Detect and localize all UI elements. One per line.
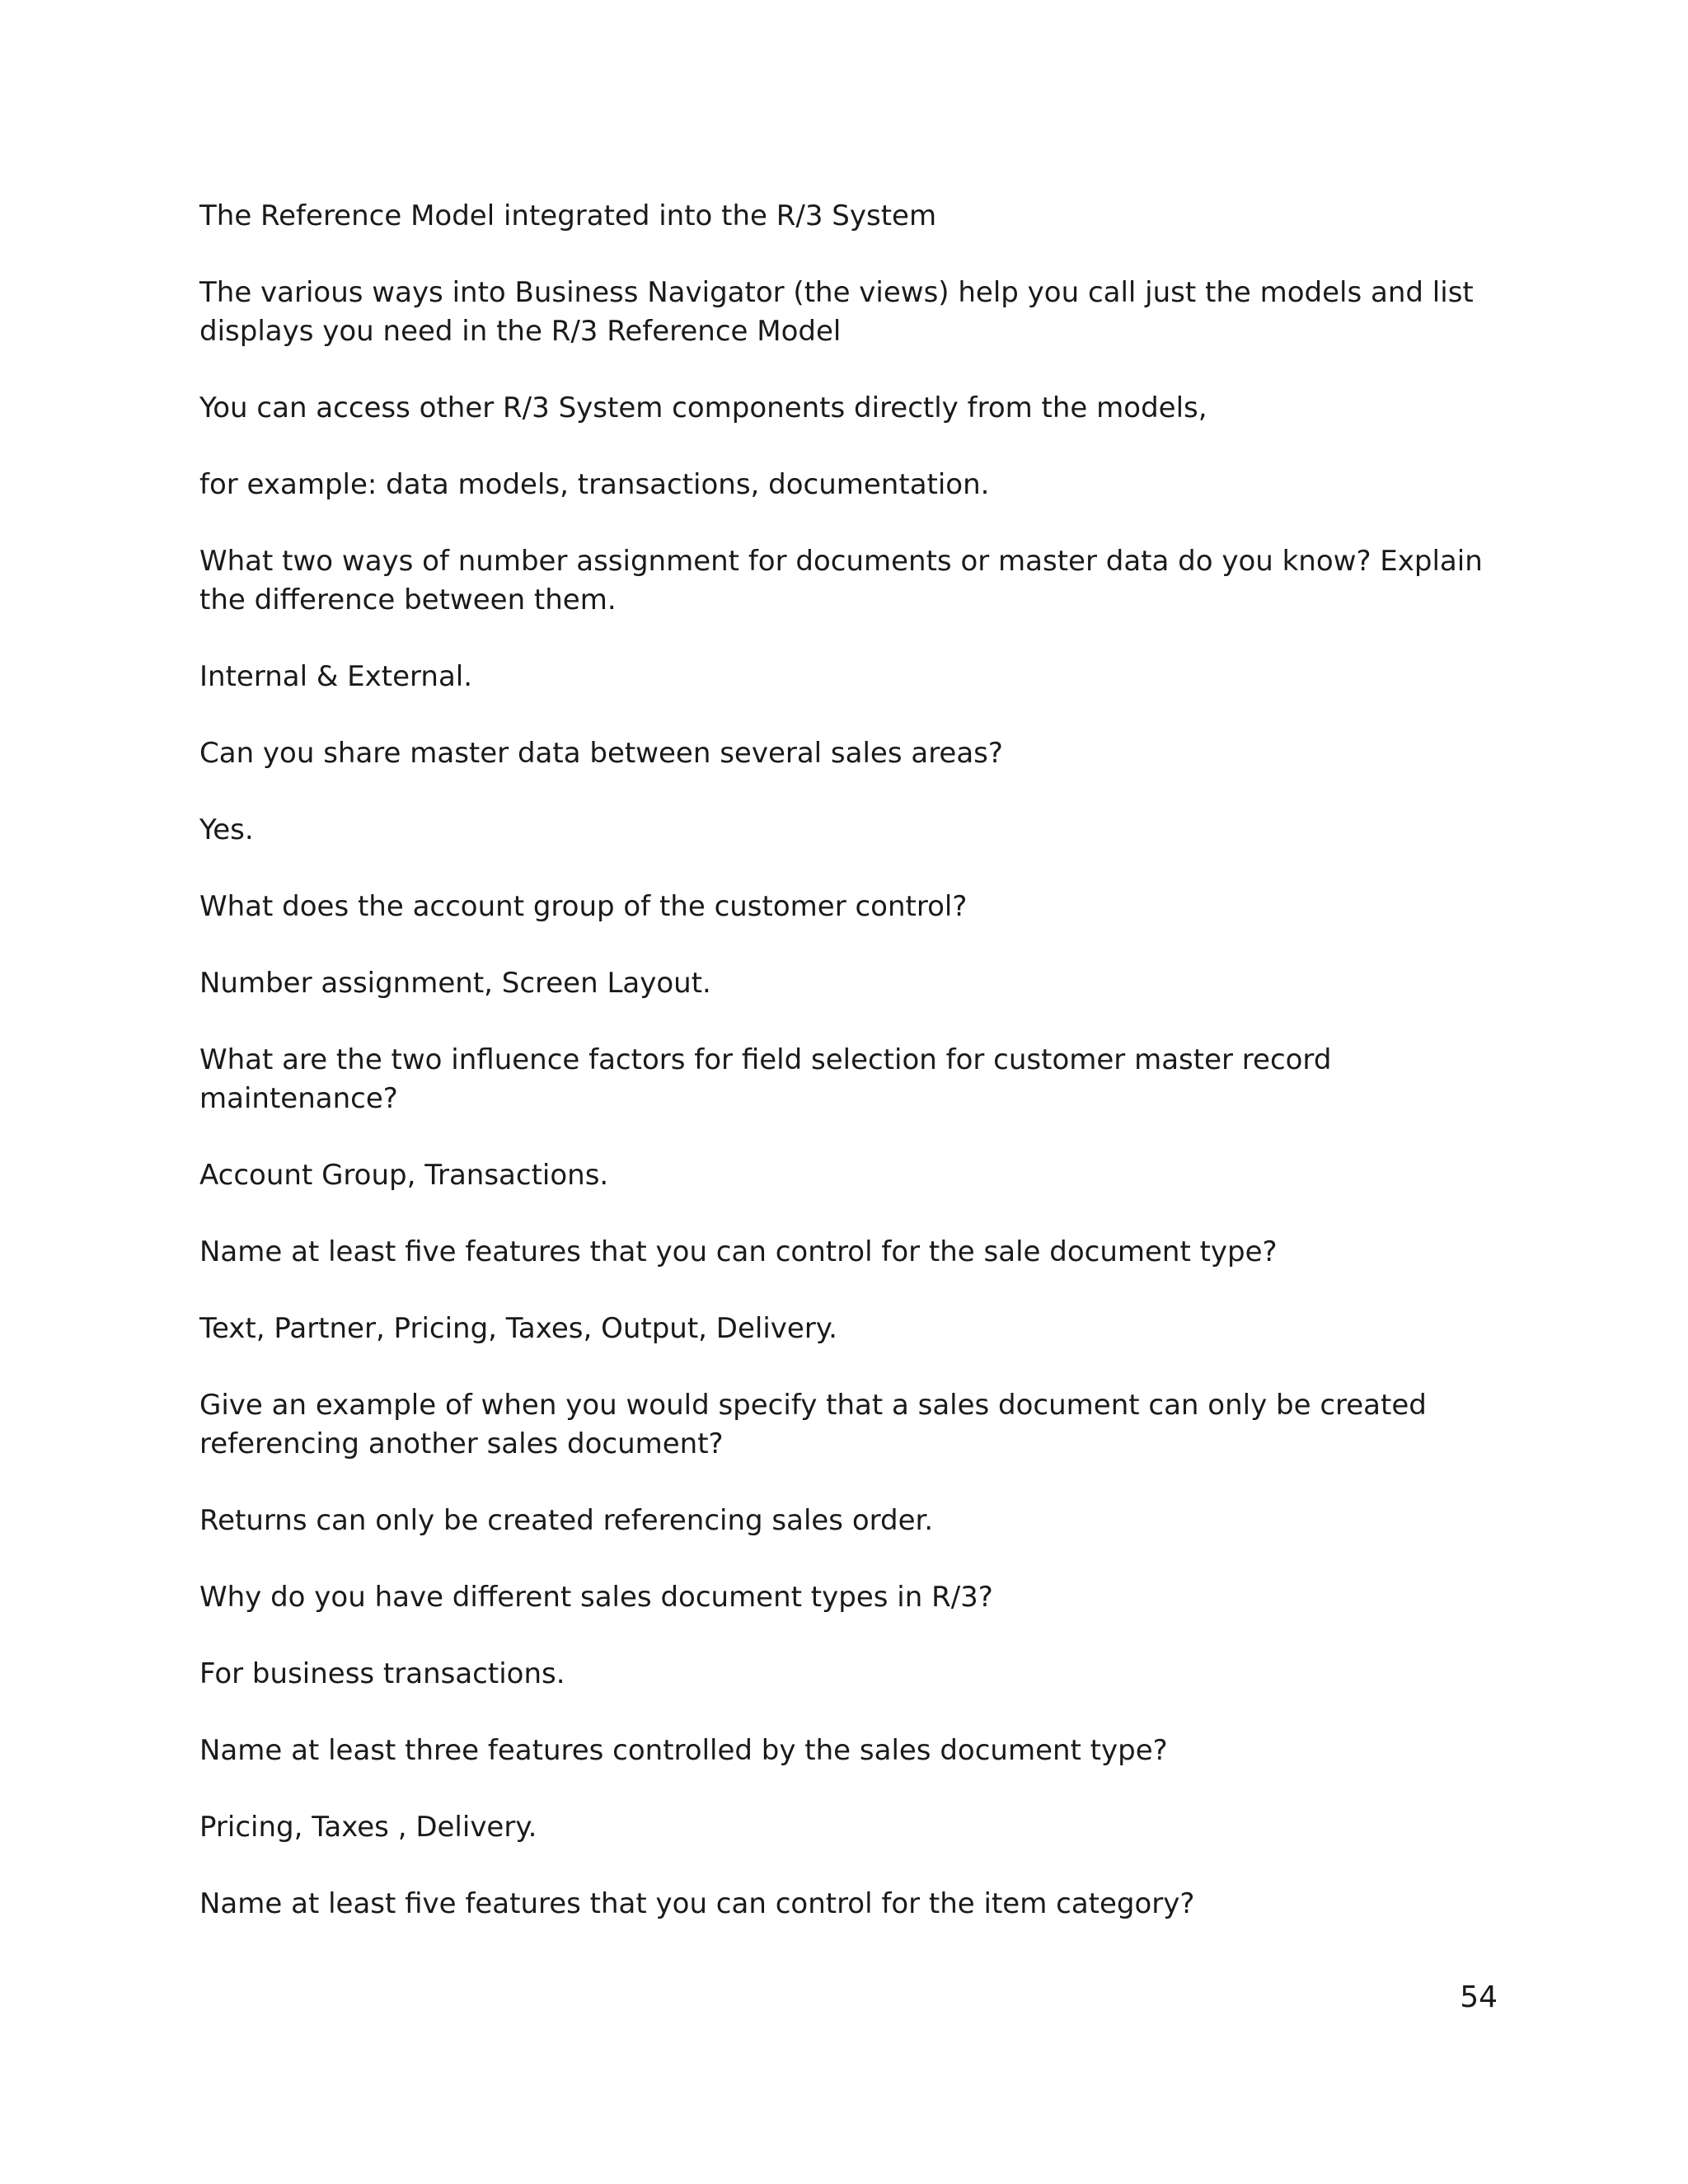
answer-account-group: Number assignment, Screen Layout. — [199, 967, 711, 1000]
answer-number-assignment: Internal & External. — [199, 660, 473, 693]
question-document-types: Why do you have different sales document types in R/3? — [199, 1581, 993, 1614]
question-item-category: Name at least five features that you can control for the item category? — [199, 1887, 1195, 1920]
question-influence-factors: What are the two influence factors for field selection for customer master record maintenance? — [199, 1043, 1332, 1115]
answer-sale-document-features: Text, Partner, Pricing, Taxes, Output, Delivery. — [199, 1312, 837, 1345]
answer-share-master-data: Yes. — [199, 813, 254, 846]
answer-referencing-document: Returns can only be created referencing sales order. — [199, 1504, 934, 1537]
question-account-group: What does the account group of the customer control? — [199, 890, 968, 923]
document-body — [199, 197, 1502, 1961]
paragraph-business-navigator: The various ways into Business Navigator (the views) help you call just the models and list displays you need in the R/3 Reference Model — [199, 276, 1474, 348]
paragraph-access-components: You can access other R/3 System components directly from the models, — [199, 391, 1207, 424]
answer-influence-factors: Account Group, Transactions. — [199, 1159, 609, 1192]
paragraph-example-components: for example: data models, transactions, documentation. — [199, 468, 990, 501]
page-number: 54 — [1460, 1980, 1498, 2014]
question-sale-document-features: Name at least five features that you can control for the sale document type? — [199, 1235, 1278, 1268]
question-referencing-document: Give an example of when you would specify that a sales document can only be created referencing another sales document? — [199, 1389, 1427, 1460]
question-three-features: Name at least three features controlled by the sales document type? — [199, 1734, 1168, 1767]
paragraph-reference-model-title: The Reference Model integrated into the R/3 System — [199, 199, 937, 232]
question-number-assignment: What two ways of number assignment for documents or master data do you know? Explain the difference between them. — [199, 545, 1483, 616]
answer-three-features: Pricing, Taxes , Delivery. — [199, 1811, 537, 1844]
question-share-master-data: Can you share master data between several sales areas? — [199, 737, 1003, 770]
answer-document-types: For business transactions. — [199, 1657, 565, 1690]
